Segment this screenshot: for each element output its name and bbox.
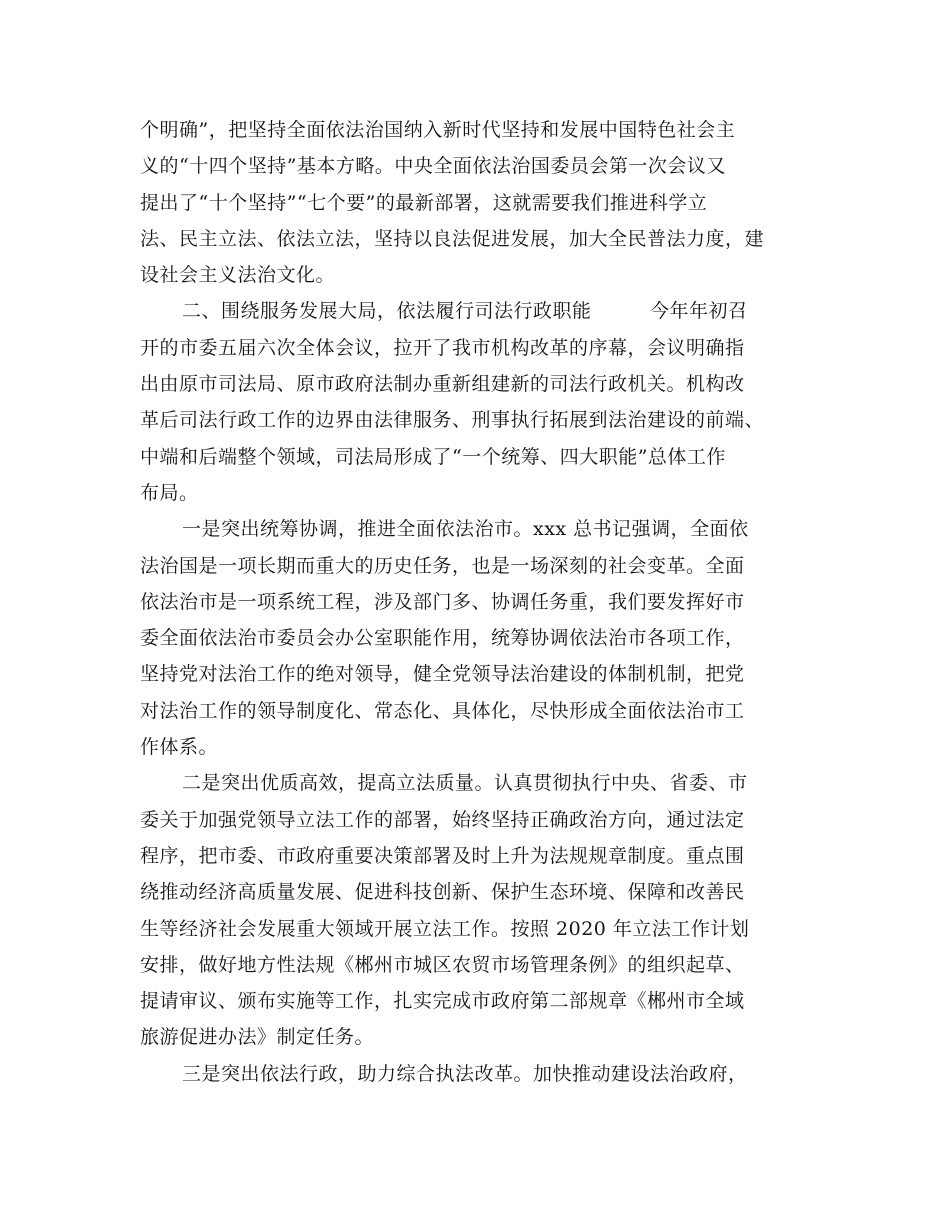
text-line: 提出了“十个坚持”“七个要”的最新部署，这就需要我们推进科学立 (140, 191, 708, 214)
text-line: 法治国是一项长期而重大的历史任务，也是一场深刻的社会变革。全面 (140, 554, 745, 577)
text-line: 个明确”，把坚持全面依法治国纳入新时代坚持和发展中国特色社会主 (140, 119, 736, 141)
text-line: 程序，把市委、市政府重要决策部署及时上升为法规规章制度。重点围 (140, 844, 745, 867)
text-line: 义的“十四个坚持”基本方略。中央全面依法治国委员会第一次会议又 (140, 155, 726, 178)
text-line: 坚持党对法治工作的绝对领导，健全党领导法治建设的体制机制，把党 (140, 663, 745, 686)
text-line: 委全面依法治市委员会办公室职能作用，统筹协调依法治市各项工作， (140, 627, 745, 650)
text-line: 法、民主立法、依法立法，坚持以良法促进发展，加大全民普法力度，建 (140, 227, 765, 250)
text-line: 生等经济社会发展重大领域开展立法工作。按照 2020 年立法工作计划 (140, 917, 750, 940)
text-line: 委关于加强党领导立法工作的部署，始终坚持正确政治方向，通过法定 (140, 808, 745, 831)
text-line: 旅游促进办法》制定任务。 (140, 1026, 375, 1049)
text-line: 一是突出统筹协调，推进全面依法治市。xxx 总书记强调，全面依 (182, 518, 749, 541)
text-line: 依法治市是一项系统工程，涉及部门多、协调任务重，我们要发挥好市 (140, 590, 745, 613)
text-line: 布局。 (140, 481, 199, 504)
text-line: 二、围绕服务发展大局，依法履行司法行政职能 今年年初召 (182, 300, 748, 323)
text-line: 三是突出依法行政，助力综合执法改革。加快推动建设法治政府， (182, 1062, 748, 1085)
body-text (140, 112, 820, 1092)
text-line: 对法治工作的领导制度化、常态化、具体化，尽快形成全面依法治市工 (140, 699, 745, 722)
text-line: 革后司法行政工作的边界由法律服务、刑事执行拓展到法治建设的前端、 (140, 409, 765, 432)
text-line: 提请审议、颁布实施等工作，扎实完成市政府第二部规章《郴州市全域 (140, 990, 745, 1013)
text-line: 中端和后端整个领域，司法局形成了“一个统筹、四大职能”总体工作 (140, 445, 726, 468)
text-line: 二是突出优质高效，提高立法质量。认真贯彻执行中央、省委、市 (182, 772, 748, 795)
text-line: 设社会主义法治文化。 (140, 264, 336, 287)
text-line: 安排，做好地方性法规《郴州市城区农贸市场管理条例》的组织起草、 (140, 953, 745, 976)
text-line: 作体系。 (140, 736, 219, 759)
text-line: 绕推动经济高质量发展、促进科技创新、保护生态环境、保障和改善民 (140, 881, 745, 904)
text-line: 开的市委五届六次全体会议，拉开了我市机构改革的序幕，会议明确指 (140, 336, 745, 359)
text-line: 出由原市司法局、原市政府法制办重新组建新的司法行政机关。机构改 (140, 373, 745, 396)
